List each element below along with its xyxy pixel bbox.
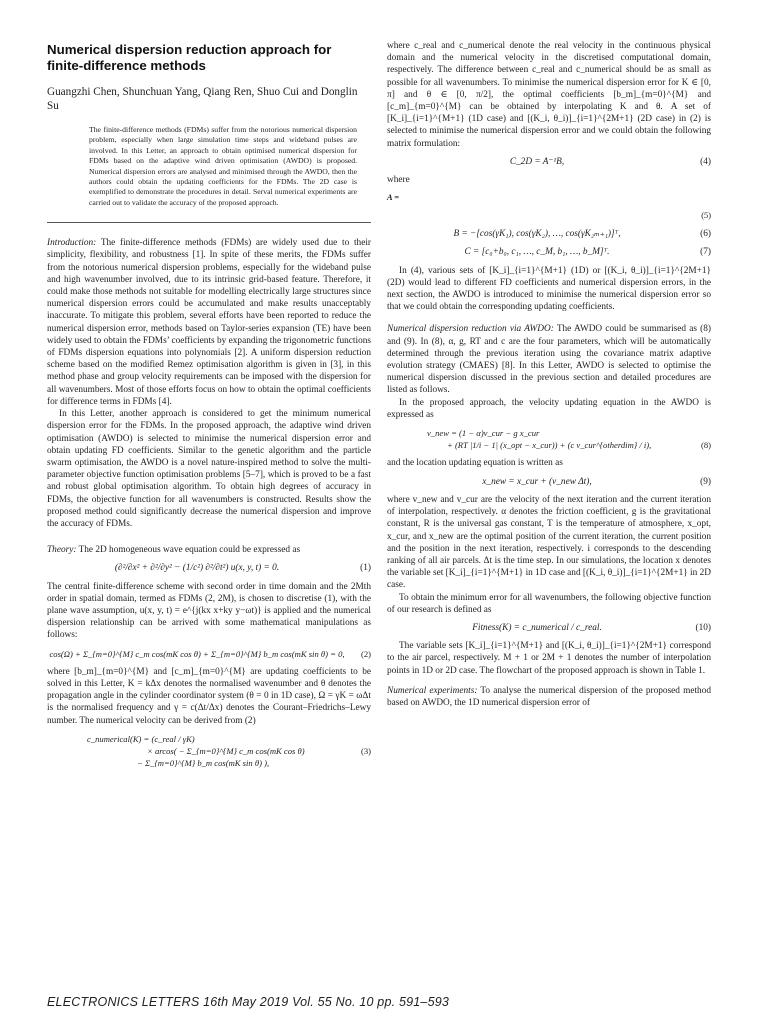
awdo-heading: Numerical dispersion reduction via AWDO: (387, 324, 554, 335)
intro-paragraph-1 (47, 237, 371, 408)
author-list: Guangzhi Chen, Shunchuan Yang, Qiang Ren, Shuo Cui and Donglin Su (47, 86, 358, 112)
equation-8-number: (8) (700, 440, 711, 451)
theory-paragraph (47, 544, 371, 556)
awdo-paragraph (387, 323, 711, 396)
intro-text-1: The finite-difference methods (FDMs) are widely used due to their simplicity, flexibility, and robustness [1]. In spite of these merits, the FDMs suffer from the notorious numerical dispersion problems, especially for the wideband pulse and high wavenumber involved, due to its intrinsic grid-based feature. Therefore, it could make those methods not suitable for modelling electrically large structures since numerical dispersion errors could be accumulated and make results unacceptably inaccurate. To mitigate this problem, several efforts have been reported to reduce the numerical dispersion error, methods based on Taylor-series expansion (TE) have been widely used to obtain the FDMs’ coefficients by expanding the trigonometric functions of FDMs dispersion equations into polynomials [2]. A uniform dispersion reduction scheme based on the modified Remez optimisation algorithm is given in [3], in this method phase and group velocity requirements can be imposed with the dispersion for all wavenumbers. Most of those efforts focus on how to obtain the optimal coefficients for difference terms in FDMs [4]. (47, 238, 371, 407)
equation-3-line-1: c_numerical(K) = (c_real / γK) (87, 733, 195, 744)
journal-footer: ELECTRONICS LETTERS 16th May 2019 Vol. 55 No. 10 pp. 591–593 (47, 995, 450, 1009)
matrix-a-part-1 (387, 192, 711, 204)
equation-8-line-2: + (RT |1/i − 1| (x_opt − x_cur)) + (c v_cur^{otherdim} / i), (447, 440, 652, 451)
experiments-text: To analyse the numerical dispersion of the proposed method based on AWDO, the 1D numerical dispersion error of (387, 685, 711, 708)
equation-9-body: x_new = x_cur + (v_new Δt), (482, 476, 592, 487)
right-text-7: To obtain the minimum error for all wavenumbers, the following objective function of our research is defined as (387, 592, 711, 615)
equation-2-number: (2) (360, 648, 371, 659)
equation-10 (387, 622, 711, 634)
equation-9 (387, 476, 711, 488)
experiments-heading: Numerical experiments: (387, 685, 478, 696)
equation-2 (47, 648, 371, 660)
equation-4 (387, 156, 711, 168)
equation-8-line-2-row (447, 439, 711, 451)
equation-1-number: (1) (360, 563, 371, 574)
awdo-text: The AWDO could be summarised as (8) and (9). In (8), α, g, RT and c are the four parameters, which will be automatically determined through the previous iteration using the covariance matrix adaptive evolution strategy (CMAES) [8]. In this Letter, AWDO is selected to optimise the numerical dispersion discussed in the previous section and detailed procedures are listed as follows. (387, 324, 712, 396)
theory-heading: Theory: (47, 545, 77, 556)
equation-9-number: (9) (700, 476, 711, 487)
section-divider (47, 222, 371, 223)
paper-title: Numerical dispersion reduction approach for finite-difference methods (47, 42, 332, 73)
equation-1 (47, 562, 371, 574)
equation-5-number: (5) (701, 211, 711, 221)
theory-text-1: The central finite-difference scheme with second order in time domain and the 2Mth order in spatial domain, termed as FDMs (2, 2M), is chosen to discretise (1), with the plane wave assumption, u(x, y, t) = e^{j(kx x+ky y−ωt)} is applied and the numerical dispersion relationship can be arrived with some mathematical manipulations as follows: (47, 581, 371, 641)
right-text-4: In the proposed approach, the velocity updating equation in the AWDO is expressed as (387, 397, 711, 420)
right-text-5: and the location updating equation is written as (387, 458, 563, 469)
equation-3-line-2: × arcos( − Σ_{m=0}^{M} c_m cos(mK cos θ) (147, 745, 305, 756)
equation-3 (87, 733, 371, 770)
equation-10-number: (10) (695, 622, 711, 633)
equation-8-line-1: v_new = (1 − α)v_cur − g x_cur (427, 428, 540, 439)
where-label: where (387, 175, 410, 186)
right-text-8: The variable sets [K_i]_{i=1}^{M+1} and [(K_i, θ_i)]_{i=1}^{2M+1} correspond to the air parcel, respectively. M + 1 or 2M + 1 denotes the number of interpolation points in 1D or 2D case. The flowchart of the proposed approach is shown in Table 1. (387, 641, 711, 676)
right-column (387, 40, 711, 709)
equation-6 (387, 228, 711, 240)
equation-3-number: (3) (360, 745, 371, 756)
matrix-a (387, 192, 711, 222)
equation-3-line-2-row (147, 745, 371, 757)
equation-1-body: (∂²/∂x² + ∂²/∂y² − (1/c²) ∂²/∂t²) u(x, y, t) = 0. (114, 563, 280, 574)
left-column (47, 40, 371, 769)
equation-4-number: (4) (700, 156, 711, 167)
equation-10-body: Fitness(K) = c_numerical / c_real. (472, 622, 602, 633)
intro-paragraph-2: In this Letter, another approach is considered to get the minimum numerical dispersion error for the FDMs. In the proposed approach, the adaptive wind driven optimisation (AWDO) is selected to minimise the numerical dispersion error and obtain updating FD coefficients. Similar to the genetic algorithm and the particle swarm optimisation, the AWDO is a novel nature-inspired method to solve the multi-parameter objective function optimisation problems [5–7], which is proved to be a fast and robust global optimisation algorithm. To obtain high degrees of accuracy in FDMs, the objective function for all wavenumbers is constructed. Results show the proposed method could significantly decrease the numerical dispersion and improve the accuracy of FDMs. (47, 409, 371, 529)
abstract: The finite-difference methods (FDMs) suffer from the notorious numerical dispersion problem, especially when large simulation time steps and wideband pulses are involved. In this Letter, an approach to obtain optimised numerical dispersion for FDMs based on the adaptive wind driven optimisation (AWDO) is proposed. Numerical dispersion errors are analysed and minimised through the AWDO, then the authors could obtain the updating coefficients for the FDMs. The 2D case is exemplified to demonstrate the procedures in detail. Serval numerical experiments are carried out to validate the accuracy of the proposed approach. (89, 125, 357, 207)
matrix-a-symbol: A = (387, 193, 399, 203)
equation-7-number: (7) (700, 247, 711, 258)
equation-6-body: B = −[cos(γK₁), cos(γK₂), …, cos(γK₂ₘ₊₁)]ᵀ, (453, 229, 621, 240)
experiments-paragraph (387, 685, 711, 709)
right-text-6: where v_new and v_cur are the velocity of the next iteration and the current iteration of interpolation, respectively. α denotes the friction coefficient, g is the gravitational constant, R is the universal gas constant, T is the temperature of atmosphere, x_opt, x_cur, and x_new are the optimal position of the current iteration, the current position and the position in the next iteration, respectively. i corresponds to the descending ranking of all air parcels. Δt is the time step. In our simulations, the location x denotes the variable set [K_i]_{i=1}^{M+1} in 1D case and [(K_i, θ_i)]_{i=1}^{2M+1} in 2D case. (387, 494, 711, 591)
right-text-1: where c_real and c_numerical denote the real velocity in the continuous physical domain and the numerical velocity in the discretised computational domain, respectively. The difference between c_real and c_numerical should be as small as possible for all wavenumbers. To minimise the numerical dispersion error for K ∈ [0, π] and θ ∈ [0, π/2], the optimal coefficients [b_m]_{m=0}^{M} and [c_m]_{m=0}^{M} can be obtained by interpolating K and θ. A set of [K_i]_{i=1}^{M+1} (1D case) and [(K_i, θ_i)]_{i=1}^{2M+1} (2D case) in (2) is selected to minimise the numerical dispersion error and we could obtain the following matrix formulation: (387, 41, 711, 149)
equation-3-line-3: − Σ_{m=0}^{M} b_m cos(mK sin θ) ), (137, 758, 270, 769)
right-text-2: In (4), various sets of [K_i]_{i=1}^{M+1} (1D) or [(K_i, θ_i)]_{i=1}^{2M+1} (2D) would lead to different FD coefficients and numerical dispersion errors, in the next section, the AWDO is introduced to minimise the numerical dispersion error so that we could obtain the corresponding updating coefficients. (387, 265, 711, 313)
equation-7 (387, 246, 711, 258)
equation-7-body: C = [c₀+b₀, c₁, …, c_M, b₁, …, b_M]ᵀ. (464, 247, 610, 258)
intro-heading: Introduction: (47, 238, 97, 249)
equation-6-number: (6) (700, 229, 711, 240)
theory-text-2: where [b_m]_{m=0}^{M} and [c_m]_{m=0}^{M} are updating coefficients to be solved in this Letter, K = kΔx denotes the normalised wavenumber and θ denotes the propagation angle in the cylinder coordinator system (θ = 0 in 1D case), Ω = γK = ωΔt is the normalised frequency and γ = c(Δt/Δx) denotes the Courant–Friedrichs–Lewy number. The numerical velocity can be derived from (2) (47, 666, 371, 726)
equation-2-body: cos(Ω) + Σ_{m=0}^{M} c_m cos(mK cos θ) + Σ_{m=0}^{M} b_m cos(mK sin θ) = 0, (49, 648, 345, 659)
theory-lead: The 2D homogeneous wave equation could be expressed as (78, 545, 301, 556)
equation-4-body: C_2D = A⁻¹B, (509, 156, 565, 167)
equation-8 (387, 427, 711, 451)
